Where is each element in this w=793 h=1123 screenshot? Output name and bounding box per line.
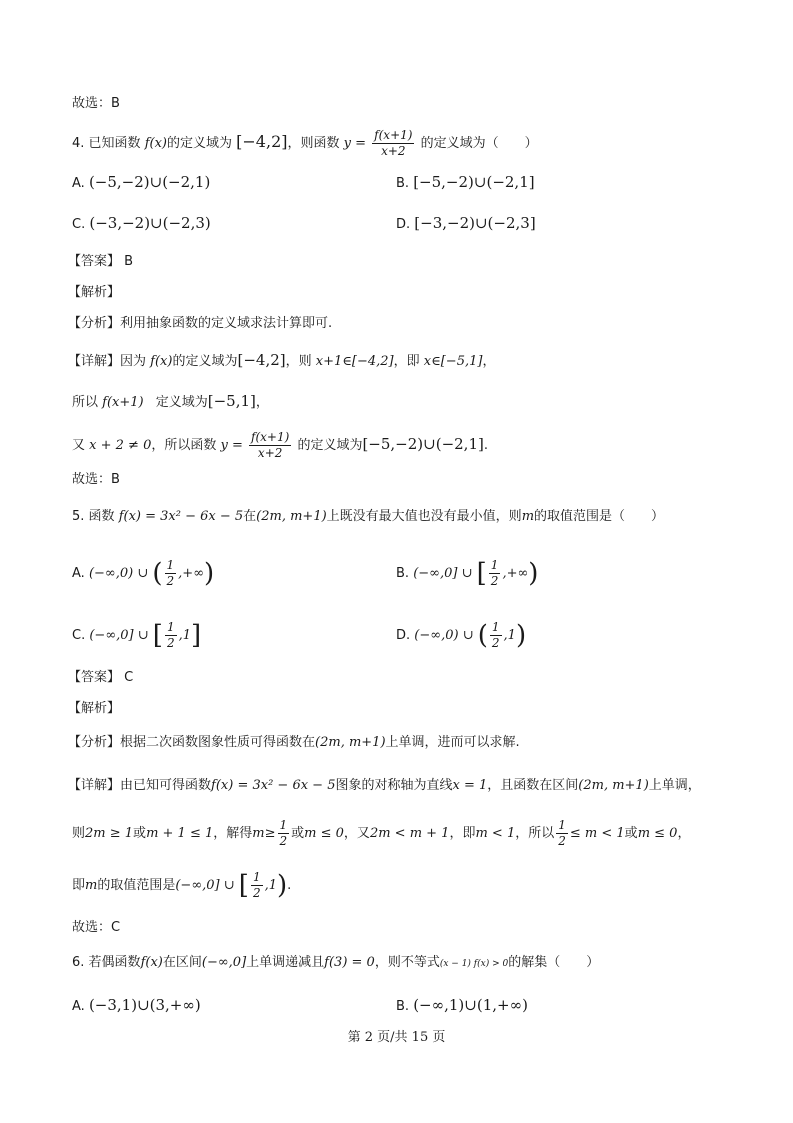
- q5-option-d-left: (−∞,0) ∪: [414, 628, 474, 643]
- q4-detail-3c: 的定义域为: [297, 438, 363, 453]
- q4-detail-expr-2: x∈[−5,1]: [423, 354, 483, 369]
- q4-option-a-text: (−5,−2)∪(−2,1): [88, 173, 211, 191]
- q5-detail-half-2-num: 1: [558, 818, 566, 832]
- q5-detail-half-1-num: 1: [279, 818, 288, 832]
- q5-option-a-left: (−∞,0) ∪: [88, 566, 149, 581]
- q5-detail-2d: 或: [291, 826, 305, 841]
- q6-number: 6.: [72, 955, 85, 970]
- q5-option-d-half-num: 1: [491, 620, 500, 634]
- q4-detail-3b: ，所以函数: [151, 438, 217, 453]
- q4-detail-3-interval: [−5,−2)∪(−2,1]: [362, 435, 484, 453]
- q4-detail-1e: ，: [482, 354, 496, 369]
- q4-detail-line-3: [72, 430, 488, 461]
- q5-option-a-half: [165, 558, 177, 589]
- q6-stem-d: ，则不等式: [374, 955, 440, 970]
- q4-detail-2c: ，: [255, 395, 269, 410]
- q5-answer-value: C: [124, 670, 134, 685]
- q5-option-b-left: (−∞,0] ∪: [413, 566, 473, 581]
- q5-number: 5.: [72, 509, 85, 524]
- q5-answer-tag: 【答案】: [68, 670, 121, 685]
- q5-detail-2e: ，又: [343, 826, 370, 841]
- q4-answer-value: B: [124, 254, 134, 269]
- q4-fenxi: [68, 314, 332, 334]
- q5-detail-tag: 【详解】: [68, 778, 121, 793]
- q6-interval: (−∞,0]: [201, 955, 247, 970]
- q6-stem: [72, 953, 599, 974]
- q5-interval: (2m, m+1): [256, 509, 327, 524]
- q5-detail-1b: 图象的对称轴为直线: [335, 778, 453, 793]
- q5-detail-half-2: [556, 818, 568, 849]
- q4-detail-3-denominator: x+2: [257, 446, 283, 460]
- q5-fenxi-a: 根据二次函数图象性质可得函数在: [120, 735, 316, 750]
- q4-fenxi-text: 利用抽象函数的定义域求法计算即可.: [120, 316, 333, 331]
- q4-detail-3-expr: x + 2 ≠ 0: [89, 438, 152, 453]
- q6-option-b-label: B.: [396, 999, 410, 1014]
- q5-detail-3-half: [251, 870, 263, 901]
- q5-option-c[interactable]: C. (−∞,0] ∪ [ $\frac{1}{2}$ ,1]: [72, 620, 202, 651]
- q5-option-a[interactable]: A. (−∞,0) ∪ ( $\frac{1}{2}$ ,+∞): [72, 558, 215, 589]
- q5-stem: [72, 507, 664, 527]
- q5-option-d-label: D.: [396, 628, 411, 643]
- q5-stem-a: 函数: [88, 509, 115, 524]
- q4-detail-expr-1: x+1∈[−4,2]: [315, 354, 394, 369]
- q5-detail-3-m: m: [85, 878, 98, 893]
- q5-detail-3-left: (−∞,0] ∪: [175, 878, 235, 893]
- q4-domain: [−4,2]: [236, 132, 288, 151]
- q5-detail-line-2: [72, 818, 690, 849]
- q5-option-b-half: [489, 558, 501, 589]
- q4-f-x: f(x): [144, 136, 167, 151]
- q6-f3: f(3) = 0: [324, 955, 375, 970]
- q6-stem-c: 上单调递减且: [246, 955, 325, 970]
- q5-detail-e1: 2m ≥ 1: [85, 826, 134, 841]
- q5-detail-e4: m ≤ 0: [304, 826, 344, 841]
- q5-option-c-half: [165, 620, 177, 651]
- q4-detail-2a: 所以: [72, 395, 99, 410]
- q5-option-c-half-den: 2: [166, 636, 175, 650]
- q4-y-eq: y =: [343, 136, 367, 151]
- q5-detail-line-3: 即m的取值范围是(−∞,0] ∪ [ $\frac{1}{2}$ ,1).: [72, 870, 292, 901]
- q5-m: m: [521, 509, 535, 524]
- q4-detail-line-2: [72, 391, 269, 413]
- q5-detail-half-2-den: 2: [558, 834, 566, 848]
- q4-analysis-heading: 【解析】: [68, 285, 121, 300]
- q4-detail-3-y: y =: [220, 438, 243, 453]
- q5-detail-e2: m + 1 ≤ 1: [146, 826, 214, 841]
- q4-answer-tag: 【答案】: [68, 254, 121, 269]
- q5-detail-3c: .: [287, 878, 292, 893]
- q4-stem: [72, 128, 538, 159]
- q4-detail-1d: ，即: [393, 354, 420, 369]
- q4-option-c[interactable]: [72, 213, 211, 235]
- page-footer: 第 2 页/共 15 页: [347, 1030, 446, 1045]
- q5-detail-2a: 则: [72, 826, 86, 841]
- q5-detail-1c: ，且函数在区间: [487, 778, 579, 793]
- q4-detail-f-x1: f(x+1): [102, 395, 144, 410]
- previous-answer: 故选：B: [72, 96, 120, 111]
- q5-detail-e6: m < 1: [475, 826, 516, 841]
- q5-detail-2f: ，即: [449, 826, 476, 841]
- q5-detail-1a: 由已知可得函数: [120, 778, 212, 793]
- q5-detail-axis: x = 1: [452, 778, 488, 793]
- q4-detail-3-fraction: [249, 430, 291, 461]
- q4-detail-line-1: [68, 350, 495, 372]
- q4-detail-1b: 的定义域为: [172, 354, 238, 369]
- q6-stem-e: 的解集（ ）: [508, 955, 600, 970]
- q5-option-c-right: ,1: [178, 628, 191, 643]
- q4-option-b-text: [−5,−2)∪(−2,1]: [413, 173, 535, 191]
- q5-option-b-half-den: 2: [490, 574, 499, 588]
- q5-option-c-label: C.: [72, 628, 86, 643]
- q4-fraction: [372, 128, 414, 159]
- q4-option-c-label: C.: [72, 217, 86, 232]
- q5-detail-2c: ，解得: [213, 826, 253, 841]
- q5-detail-interval: (2m, m+1): [578, 778, 649, 793]
- q5-option-a-half-num: 1: [166, 558, 175, 572]
- q5-option-d[interactable]: D. (−∞,0) ∪ ( $\frac{1}{2}$ ,1): [396, 620, 527, 651]
- q4-detail-3d: .: [483, 438, 488, 453]
- q5-detail-half-1: [278, 818, 290, 849]
- q5-fenxi-interval: (2m, m+1): [315, 735, 386, 750]
- q4-option-d-label: D.: [396, 217, 411, 232]
- q4-option-d[interactable]: [396, 213, 536, 235]
- q4-option-d-text: [−3,−2)∪(−2,3]: [414, 214, 536, 232]
- q4-stem-text-b: 的定义域为: [167, 136, 233, 151]
- q4-detail-1a: 因为: [120, 354, 147, 369]
- q5-option-b-half-num: 1: [490, 558, 499, 572]
- q5-fenxi: [68, 733, 520, 753]
- q4-option-b-label: B.: [396, 176, 410, 191]
- q5-detail-e7: ≤ m < 1: [569, 826, 625, 841]
- q4-answer: [68, 252, 133, 272]
- q5-detail-2i: ，: [677, 826, 691, 841]
- q5-detail-line-1: [68, 776, 701, 796]
- q4-number: 4.: [72, 136, 85, 151]
- q4-detail-3-numerator: f(x+1): [251, 430, 290, 444]
- q4-result: 故选：B: [72, 472, 120, 487]
- q4-detail-interval: [−5,1]: [207, 392, 256, 410]
- q5-detail-3b: 的取值范围是: [97, 878, 176, 893]
- q5-fenxi-b: 上单调，进而可以求解.: [385, 735, 520, 750]
- q4-fraction-numerator: f(x+1): [374, 128, 413, 142]
- q4-detail-2b: 定义域为: [155, 395, 208, 410]
- q4-stem-text-a: 已知函数: [88, 136, 141, 151]
- q5-detail-3a: 即: [72, 878, 86, 893]
- q5-detail-2g: ，所以: [515, 826, 555, 841]
- q5-detail-half-1-den: 2: [279, 834, 288, 848]
- q5-option-b-right: ,+∞: [502, 566, 529, 581]
- q5-option-c-left: (−∞,0] ∪: [89, 628, 149, 643]
- q5-detail-function: f(x) = 3x² − 6x − 5: [211, 778, 336, 793]
- q5-detail-3-half-num: 1: [252, 870, 261, 884]
- q5-option-a-right: ,+∞: [178, 566, 205, 581]
- q5-result: 故选：C: [72, 920, 121, 935]
- q4-option-c-text: (−3,−2)∪(−2,3): [89, 214, 211, 232]
- q5-option-a-half-den: 2: [166, 574, 175, 588]
- q4-option-a[interactable]: [72, 172, 210, 194]
- q4-fraction-denominator: x+2: [381, 144, 406, 158]
- q6-option-b[interactable]: [396, 995, 528, 1017]
- q5-detail-2h: 或: [624, 826, 638, 841]
- q5-answer: [68, 668, 133, 688]
- q5-stem-d: 的取值范围是（ ）: [534, 509, 665, 524]
- q4-detail-domain: [−4,2]: [237, 351, 286, 369]
- q6-option-b-text: (−∞,1)∪(1,+∞): [413, 996, 528, 1014]
- q4-fenxi-tag: 【分析】: [68, 316, 121, 331]
- q5-detail-e3: m≥: [252, 826, 276, 841]
- q4-option-b[interactable]: [396, 172, 535, 194]
- q5-detail-1d: 上单调，: [648, 778, 701, 793]
- q5-detail-3-right: ,1: [264, 878, 277, 893]
- q5-detail-3-half-den: 2: [252, 886, 261, 900]
- q6-inequality: (x − 1) f(x) > 0: [439, 959, 509, 969]
- q5-option-d-half: [490, 620, 502, 651]
- q6-option-a-label: A.: [72, 999, 85, 1014]
- q4-stem-text-d: 的定义域为（ ）: [420, 136, 538, 151]
- q4-option-a-label: A.: [72, 176, 85, 191]
- q4-detail-1c: ，则: [285, 354, 312, 369]
- q4-stem-text-c: ，则函数: [287, 136, 340, 151]
- q5-option-b-label: B.: [396, 566, 410, 581]
- q5-fenxi-tag: 【分析】: [68, 735, 121, 750]
- q6-stem-a: 若偶函数: [88, 955, 141, 970]
- q6-option-a[interactable]: [72, 995, 201, 1017]
- q4-detail-3a: 又: [72, 438, 86, 453]
- q6-f-x: f(x): [140, 955, 163, 970]
- q4-detail-tag: 【详解】: [68, 354, 121, 369]
- q4-detail-f-x: f(x): [150, 354, 173, 369]
- q5-detail-e5: 2m < m + 1: [369, 826, 450, 841]
- q5-option-d-right: ,1: [503, 628, 516, 643]
- q6-stem-b: 在区间: [162, 955, 202, 970]
- q5-analysis-heading: 【解析】: [68, 701, 121, 716]
- q5-option-a-label: A.: [72, 566, 85, 581]
- q5-stem-b: 在: [243, 509, 257, 524]
- q5-option-b[interactable]: B. (−∞,0] ∪ [ $\frac{1}{2}$ ,+∞): [396, 558, 539, 589]
- q5-option-d-half-den: 2: [491, 636, 500, 650]
- q5-function: f(x) = 3x² − 6x − 5: [118, 509, 244, 524]
- q5-stem-c: 上既没有最大值也没有最小值，则: [326, 509, 522, 524]
- q6-option-a-text: (−3,1)∪(3,+∞): [88, 996, 201, 1014]
- q5-detail-2b: 或: [133, 826, 147, 841]
- q5-detail-e8: m ≤ 0: [637, 826, 678, 841]
- q5-option-c-half-num: 1: [166, 620, 175, 634]
